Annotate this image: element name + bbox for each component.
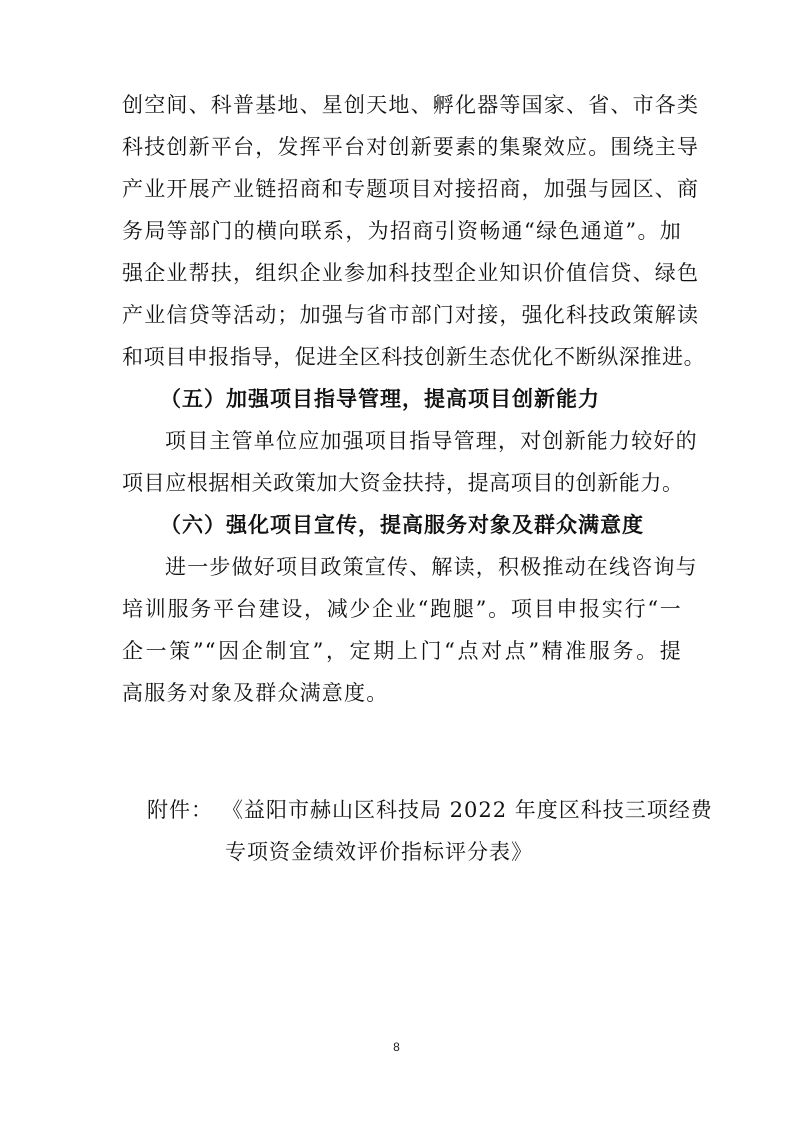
page-number: 8 xyxy=(393,1040,400,1054)
paragraph-line: 和项目申报指导，促进全区科技创新生态优化不断纵深推进。 xyxy=(122,345,706,369)
attachment-title-line-2: 专项资金绩效评价指标评分表》 xyxy=(225,840,533,864)
paragraph-line: 强企业帮扶，组织企业参加科技型企业知识价值信贷、绿色 xyxy=(122,261,700,285)
paragraph-line: 企一策”“因企制宜”，定期上门“点对点”精准服务。提 xyxy=(122,639,682,663)
paragraph-line: 项目主管单位应加强项目指导管理，对创新能力较好的 xyxy=(165,429,698,453)
paragraph-line: 产业信贷等活动；加强与省市部门对接，强化科技政策解读 xyxy=(122,303,700,327)
paragraph-line: 培训服务平台建设，减少企业“跑腿”。项目申报实行“一 xyxy=(122,597,682,621)
attachment-label: 附件： xyxy=(147,798,213,822)
section-heading-6: （六）强化项目宣传，提高服务对象及群众满意度 xyxy=(160,512,644,537)
paragraph-line: 项目应根据相关政策加大资金扶持，提高项目的创新能力。 xyxy=(122,471,684,495)
section-heading-5: （五）加强项目指导管理，提高项目创新能力 xyxy=(160,386,600,411)
paragraph-line: 创空间、科普基地、星创天地、孵化器等国家、省、市各类 xyxy=(122,93,700,117)
paragraph-line: 进一步做好项目政策宣传、解读，积极推动在线咨询与 xyxy=(165,555,698,579)
attachment-title-line-1: 《益阳市赫山区科技局 2022 年度区科技三项经费 xyxy=(222,798,713,822)
paragraph-line: 产业开展产业链招商和专题项目对接招商，加强与园区、商 xyxy=(122,177,700,201)
paragraph-line: 科技创新平台，发挥平台对创新要素的集聚效应。围绕主导 xyxy=(122,135,700,159)
paragraph-line: 务局等部门的横向联系，为招商引资畅通“绿色通道”。加 xyxy=(122,219,682,243)
paragraph-line: 高服务对象及群众满意度。 xyxy=(122,681,389,705)
